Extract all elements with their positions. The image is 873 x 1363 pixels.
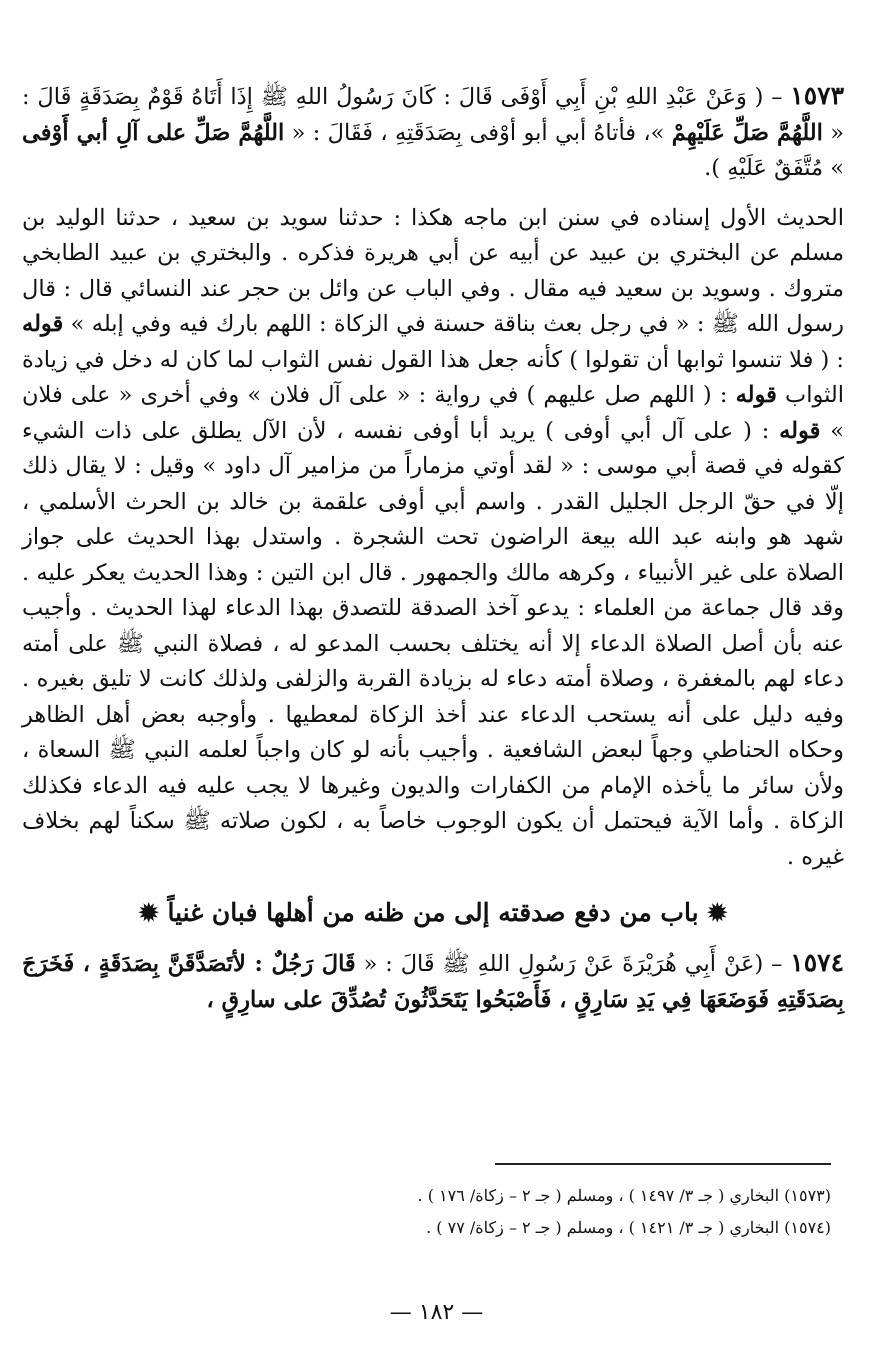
hadith-text: »، فأتاهُ أبي أبو أوْفى بِصَدَقَتِهِ ، فَقَالَ : « <box>284 119 672 146</box>
commentary-text: الحديث الأول إسناده في سنن ابن ماجه هكذا : حدثنا سويد بن سعيد ، حدثنا الوليد بن مسلم عن البختري بن عبيد عن أبيه عن أبي هريرة فذكره . والبختري بن عبيد الطابخي متروك . وسويد بن سعيد فيه مقال . وفي الباب عن وائل بن حجر عند النسائي قال : قال رسول الله ﷺ : « في رجل بعث بناقة حسنة في الزكاة : اللهم بارك فيه وفي إبله » <box>22 204 844 337</box>
keyword-qawluhu: قوله <box>22 311 64 337</box>
hadith-number: ١٥٧٤ <box>790 948 845 977</box>
footnote: (١٥٧٣) البخاري ( جـ ٣/ ١٤٩٧ ) ، ومسلم ( جـ ٢ – زكاة/ ١٧٦ ) . <box>417 1186 831 1205</box>
commentary-text: : ( فلا تنسوا ثوابها أن تقولوا ) كأنه جعل هذا القول نفس الثواب لما كان له دخل في زيادة الثواب <box>22 346 844 408</box>
commentary <box>22 201 844 876</box>
hadith-text: » مُتَّفَقٌ عَلَيْهِ ). <box>704 155 844 181</box>
keyword-qawluhu: قوله <box>779 417 821 444</box>
hadith-1573 <box>22 78 844 187</box>
page-body <box>22 78 844 1018</box>
hadith-quote: اللَّهُمَّ صَلِّ عَلَيْهِمْ <box>671 119 823 146</box>
hadith-number: ١٥٧٣ <box>790 81 844 110</box>
footnote: (١٥٧٤) البخاري ( جـ ٣/ ١٤٢١ ) ، ومسلم ( جـ ٢ – زكاة/ ٧٧ ) . <box>426 1218 831 1237</box>
hadith-text: – ( وَعَنْ عَبْدِ اللهِ بْنِ أَبِي أَوْفَى قَالَ : كَانَ رَسُولُ اللهِ ﷺ إِذَا أَتَاهُ قَوْمٌ بِصَدَقَةٍ قَالَ : « <box>22 84 844 146</box>
hadith-text: – (عَنْ أَبِي هُرَيْرَةَ عَنْ رَسُولِ اللهِ ﷺ قَالَ : « <box>355 951 791 977</box>
chapter-heading <box>22 891 844 935</box>
hadith-quote: اللَّهُمَّ صَلِّ على آلِ أبي أَوْفى <box>22 119 285 146</box>
footnote-divider <box>495 1163 831 1165</box>
hadith-1574 <box>22 945 844 1018</box>
star-ornament-icon: ✹ <box>138 898 159 927</box>
commentary-text: : ( اللهم صل عليهم ) في رواية : « على آل فلان » وفي أخرى « على فلان » <box>22 382 845 444</box>
hadith-quote: قَالَ رَجُلٌ : لأتَصَدَّقَنَّ بِصَدَقَةٍ ، فَخَرَجَ بِصَدَقَتِهِ فَوَضَعَهَا فِي يَدِ سَارِقٍ ، فَأَصْبَحُوا يَتَحَدَّثُونَ تُصُدِّقَ على سارِقٍ ، <box>22 951 844 1013</box>
keyword-qawluhu: قوله <box>735 382 777 408</box>
commentary-text: : ( على آل أبي أوفى ) يريد أبا أوفى نفسه ، لأن الآل يطلق على ذات الشيء كقوله في قصة أبي موسى : « لقد أوتي مزماراً من مزامير آل داود » وقيل : لا يقال ذلك إلّا في حقّ الرجل الجليل القدر . واسم أبي أوفى علقمة بن خالد بن الحرث الأسلمي ، شهد هو وابنه عبد الله بيعة الراضون تحت الشجرة . واستدل بهذا الحديث على جواز الصلاة على غير الأنبياء ، وكرهه مالك والجمهور . قال ابن التين : وهذا الحديث يعكر عليه . وقد قال جماعة من العلماء : يدعو آخذ الصدقة للتصدق بهذا الدعاء لهذا الحديث . وأجيب عنه بأن أصل الصلاة الدعاء إلا أنه يختلف بحسب المدعو له ، فصلاة النبي ﷺ على أمته دعاء لهم بالمغفرة ، وصلاة أمته دعاء له بزيادة القربة والزلفى ولذلك كانت لا تليق بغيره . وفيه دليل على أنه يستحب الدعاء عند أخذ الزكاة لمعطيها . وأوجبه بعض أهل الظاهر وحكاه الحناطي وجهاً لبعض الشافعية . وأجيب بأنه لو كان واجباً لعلمه النبي ﷺ السعاة ، ولأن سائر ما يأخذه الإمام من الكفارات والديون وغيرها لا يجب عليه فيه الدعاء فكذلك الزكاة . وأما الآية فيحتمل أن يكون الوجوب خاصاً به ، لكون صلاته ﷺ سكناً لهم بخلاف غيره . <box>22 417 844 870</box>
footnotes <box>231 1180 831 1244</box>
page-number: — ١٨٢ — <box>389 1300 484 1325</box>
chapter-title: باب من دفع صدقته إلى من ظنه من أهلها فبان غنياً <box>167 898 699 927</box>
star-ornament-icon: ✹ <box>707 898 728 927</box>
